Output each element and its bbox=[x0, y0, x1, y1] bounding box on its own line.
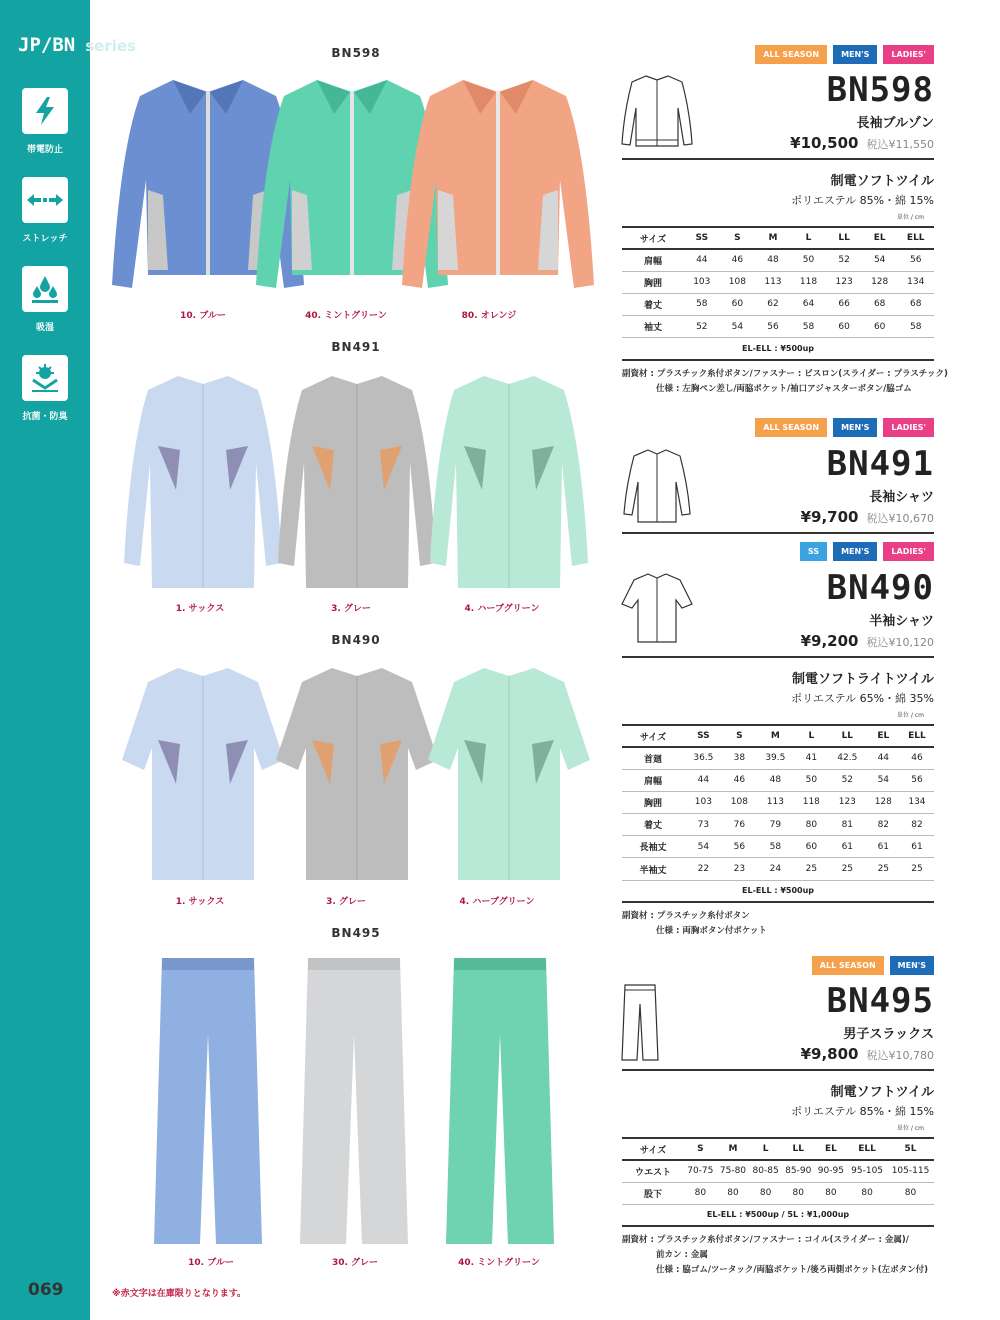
cell: 76 bbox=[723, 814, 756, 836]
table-header: ELL bbox=[847, 1138, 887, 1160]
accessories-info bbox=[622, 367, 948, 397]
row-label: 着丈 bbox=[622, 293, 684, 315]
table-header: ELL bbox=[900, 725, 934, 747]
cell: 52 bbox=[826, 249, 862, 271]
price-tax: 税込¥11,550 bbox=[866, 138, 934, 151]
table-row bbox=[622, 249, 934, 271]
table-header: 5L bbox=[887, 1138, 934, 1160]
price-value: ¥9,700 bbox=[800, 508, 859, 526]
long-shirt-line-drawing bbox=[620, 446, 694, 526]
feature-antibacterial bbox=[10, 355, 80, 422]
table-header: EL bbox=[815, 1138, 848, 1160]
cell: 113 bbox=[756, 791, 795, 813]
page-number: 069 bbox=[28, 1280, 64, 1300]
cell: 68 bbox=[897, 293, 934, 315]
table-header: S bbox=[720, 227, 756, 249]
color-caption: 1. サックス bbox=[175, 604, 225, 614]
table-header: ELL bbox=[897, 227, 934, 249]
cell: 64 bbox=[791, 293, 827, 315]
cell: 24 bbox=[756, 858, 795, 880]
table-header: M bbox=[755, 227, 791, 249]
spec-line: 仕様 : 左胸ペン差し/両脇ポケット/袖口アジャスターボタン/脇ゴム bbox=[656, 384, 912, 394]
table-header: サイズ bbox=[622, 1138, 684, 1160]
cell: 52 bbox=[828, 769, 867, 791]
cell: 118 bbox=[795, 791, 828, 813]
product-name: 半袖シャツ bbox=[869, 614, 934, 629]
table-row bbox=[622, 814, 934, 836]
color-caption: 4. ハーブグリーン bbox=[459, 897, 535, 907]
table-row bbox=[622, 1160, 934, 1182]
row-label: 半袖丈 bbox=[622, 858, 684, 880]
short-shirt-line-drawing bbox=[620, 570, 694, 650]
jacket-line-drawing bbox=[620, 72, 694, 152]
accessories-line: 副資材 : プラスチック糸付ボタン bbox=[622, 911, 750, 921]
row-label: 股下 bbox=[622, 1182, 684, 1204]
product-name: 長袖ブルゾン bbox=[856, 116, 934, 131]
water-drops-icon bbox=[30, 274, 60, 304]
lightning-icon bbox=[32, 96, 58, 126]
size-table-bn598 bbox=[622, 226, 934, 338]
color-caption: 4. ハーブグリーン bbox=[464, 604, 540, 614]
accessories-line: 副資材 : プラスチック糸付ボタン/ファスナー : ビスロン(スライダー : プラスチック) bbox=[622, 369, 948, 379]
stock-note: ※赤文字は在庫限りとなります。 bbox=[112, 1289, 247, 1299]
cell: 66 bbox=[826, 293, 862, 315]
table-header: EL bbox=[862, 227, 898, 249]
product-price bbox=[801, 631, 934, 650]
fabric-name: 制電ソフトツイル bbox=[830, 1085, 934, 1100]
fabric-name: 制電ソフトツイル bbox=[830, 174, 934, 189]
color-caption: 80. オレンジ bbox=[461, 311, 517, 321]
cell: 48 bbox=[755, 249, 791, 271]
cell: 56 bbox=[723, 836, 756, 858]
season-badges bbox=[755, 418, 934, 437]
badge-ladies: LADIES' bbox=[883, 542, 934, 561]
cell: 82 bbox=[900, 814, 934, 836]
price-value: ¥10,500 bbox=[790, 134, 859, 152]
accessories-line: 前カン : 金属 bbox=[656, 1250, 708, 1260]
table-header: L bbox=[795, 725, 828, 747]
table-header: S bbox=[684, 1138, 717, 1160]
product-code: BN495 bbox=[826, 981, 934, 1021]
long-shirt-gray-image bbox=[272, 368, 442, 596]
cell: 123 bbox=[826, 271, 862, 293]
table-header: M bbox=[717, 1138, 750, 1160]
slacks-blue-image bbox=[150, 954, 266, 1248]
cell: 42.5 bbox=[828, 747, 867, 769]
table-header: M bbox=[756, 725, 795, 747]
cell: 134 bbox=[897, 271, 934, 293]
cell: 61 bbox=[900, 836, 934, 858]
cell: 38 bbox=[723, 747, 756, 769]
table-header: S bbox=[723, 725, 756, 747]
divider bbox=[622, 532, 934, 534]
cell: 81 bbox=[828, 814, 867, 836]
short-shirt-gray-image bbox=[272, 660, 442, 888]
cell: 113 bbox=[755, 271, 791, 293]
product-price bbox=[801, 507, 934, 526]
cell: 80 bbox=[749, 1182, 782, 1204]
accessories-info bbox=[622, 1233, 928, 1278]
row-label: 袖丈 bbox=[622, 316, 684, 338]
group-label: BN495 bbox=[331, 926, 381, 940]
badge-mens: MEN'S bbox=[890, 956, 934, 975]
size-surcharge: EL-ELL : ¥500up bbox=[622, 880, 934, 903]
cell: 128 bbox=[862, 271, 898, 293]
divider bbox=[622, 1069, 934, 1071]
feature-label: 抗菌・防臭 bbox=[22, 412, 68, 422]
cell: 60 bbox=[795, 836, 828, 858]
feature-label: 吸湿 bbox=[35, 323, 54, 333]
season-badges bbox=[800, 542, 934, 561]
size-surcharge: EL-ELL : ¥500up bbox=[622, 338, 934, 361]
cell: 80 bbox=[795, 814, 828, 836]
cell: 62 bbox=[755, 293, 791, 315]
size-surcharge: EL-ELL : ¥500up / 5L : ¥1,000up bbox=[622, 1204, 934, 1227]
size-table-bn495 bbox=[622, 1137, 934, 1205]
cell: 103 bbox=[684, 791, 723, 813]
cell: 58 bbox=[756, 836, 795, 858]
row-label: 首廻 bbox=[622, 747, 684, 769]
table-header: EL bbox=[867, 725, 900, 747]
table-row bbox=[622, 271, 934, 293]
feature-absorb bbox=[10, 266, 80, 333]
stretch-arrows-icon bbox=[27, 193, 63, 207]
badge-spring-summer: SS bbox=[800, 542, 827, 561]
cell: 80 bbox=[782, 1182, 815, 1204]
table-row bbox=[622, 1182, 934, 1204]
cell: 80 bbox=[815, 1182, 848, 1204]
slacks-mint-image bbox=[442, 954, 558, 1248]
row-label: 着丈 bbox=[622, 814, 684, 836]
product-name: 男子スラックス bbox=[843, 1027, 934, 1042]
color-caption: 40. ミントグリーン bbox=[305, 311, 387, 321]
short-shirt-herb-image bbox=[424, 660, 594, 888]
color-caption: 1. サックス bbox=[175, 897, 225, 907]
feature-antistatic bbox=[10, 88, 80, 155]
badge-ladies: LADIES' bbox=[883, 418, 934, 437]
table-header: LL bbox=[828, 725, 867, 747]
unit-label: 単位 / cm bbox=[897, 214, 924, 221]
group-label: BN598 bbox=[331, 46, 381, 60]
unit-label: 単位 / cm bbox=[897, 1125, 924, 1132]
table-row bbox=[622, 316, 934, 338]
fabric-blend: ポリエステル 65%・綿 35% bbox=[791, 692, 934, 705]
cell: 25 bbox=[795, 858, 828, 880]
divider bbox=[622, 656, 934, 658]
badge-mens: MEN'S bbox=[833, 542, 877, 561]
cell: 118 bbox=[791, 271, 827, 293]
cell: 58 bbox=[791, 316, 827, 338]
cell: 54 bbox=[862, 249, 898, 271]
table-header: SS bbox=[684, 725, 723, 747]
cell: 68 bbox=[862, 293, 898, 315]
cell: 95-105 bbox=[847, 1160, 887, 1182]
product-code: BN598 bbox=[826, 70, 934, 110]
slacks-gray-image bbox=[296, 954, 412, 1248]
long-shirt-herb-image bbox=[424, 368, 594, 596]
fabric-blend: ポリエステル 85%・綿 15% bbox=[791, 1105, 934, 1118]
row-label: 胸囲 bbox=[622, 791, 684, 813]
long-shirt-sax-image bbox=[118, 368, 288, 596]
cell: 70-75 bbox=[684, 1160, 717, 1182]
cell: 82 bbox=[867, 814, 900, 836]
spec-line: 仕様 : 脇ゴム/ツータック/両脇ポケット/後ろ両側ポケット(左ボタン付) bbox=[656, 1265, 929, 1275]
cell: 56 bbox=[897, 249, 934, 271]
color-caption: 10. ブルー bbox=[180, 311, 226, 321]
jacket-orange-image bbox=[398, 70, 598, 302]
price-value: ¥9,800 bbox=[800, 1045, 859, 1063]
row-label: 長袖丈 bbox=[622, 836, 684, 858]
antibacterial-icon bbox=[30, 363, 60, 393]
row-label: ウエスト bbox=[622, 1160, 684, 1182]
accessories-info bbox=[622, 909, 767, 939]
fabric-info bbox=[791, 170, 934, 208]
fabric-info bbox=[791, 668, 934, 706]
badge-all-season: ALL SEASON bbox=[755, 45, 827, 64]
group-label: BN491 bbox=[331, 340, 381, 354]
cell: 46 bbox=[900, 747, 934, 769]
color-caption: 40. ミントグリーン bbox=[458, 1258, 540, 1268]
cell: 44 bbox=[684, 769, 723, 791]
cell: 58 bbox=[897, 316, 934, 338]
cell: 56 bbox=[900, 769, 934, 791]
price-value: ¥9,200 bbox=[800, 632, 859, 650]
cell: 25 bbox=[867, 858, 900, 880]
accessories-line: 副資材 : プラスチック糸付ボタン/ファスナー : コイル(スライダー : 金属)/ bbox=[622, 1235, 909, 1245]
badge-mens: MEN'S bbox=[833, 45, 877, 64]
short-shirt-sax-image bbox=[118, 660, 288, 888]
series-title bbox=[18, 34, 136, 56]
cell: 22 bbox=[684, 858, 723, 880]
product-price bbox=[790, 133, 934, 152]
cell: 54 bbox=[867, 769, 900, 791]
cell: 23 bbox=[723, 858, 756, 880]
cell: 44 bbox=[867, 747, 900, 769]
size-table-bn490 bbox=[622, 724, 934, 881]
feature-label: ストレッチ bbox=[22, 234, 68, 244]
cell: 128 bbox=[867, 791, 900, 813]
cell: 25 bbox=[828, 858, 867, 880]
cell: 54 bbox=[684, 836, 723, 858]
color-caption: 30. グレー bbox=[331, 1258, 379, 1268]
badge-all-season: ALL SEASON bbox=[812, 956, 884, 975]
season-badges bbox=[812, 956, 934, 975]
table-header: L bbox=[791, 227, 827, 249]
cell: 41 bbox=[795, 747, 828, 769]
feature-stretch bbox=[10, 177, 80, 244]
cell: 56 bbox=[755, 316, 791, 338]
cell: 48 bbox=[756, 769, 795, 791]
price-tax: 税込¥10,120 bbox=[866, 636, 934, 649]
cell: 73 bbox=[684, 814, 723, 836]
row-label: 肩幅 bbox=[622, 249, 684, 271]
cell: 50 bbox=[791, 249, 827, 271]
row-label: 胸囲 bbox=[622, 271, 684, 293]
brand-label: JP/BN bbox=[18, 34, 76, 56]
cell: 36.5 bbox=[684, 747, 723, 769]
cell: 80-85 bbox=[749, 1160, 782, 1182]
color-caption: 10. ブルー bbox=[188, 1258, 234, 1268]
cell: 50 bbox=[795, 769, 828, 791]
series-label: series bbox=[85, 37, 136, 55]
color-caption: 3. グレー bbox=[326, 897, 366, 907]
price-tax: 税込¥10,670 bbox=[866, 512, 934, 525]
table-header: L bbox=[749, 1138, 782, 1160]
product-code: BN490 bbox=[826, 568, 934, 608]
fabric-info bbox=[791, 1081, 934, 1119]
cell: 46 bbox=[723, 769, 756, 791]
cell: 80 bbox=[684, 1182, 717, 1204]
divider bbox=[622, 158, 934, 160]
cell: 39.5 bbox=[756, 747, 795, 769]
cell: 90-95 bbox=[815, 1160, 848, 1182]
table-header: LL bbox=[782, 1138, 815, 1160]
season-badges bbox=[755, 45, 934, 64]
table-header: サイズ bbox=[622, 725, 684, 747]
cell: 46 bbox=[720, 249, 756, 271]
cell: 60 bbox=[862, 316, 898, 338]
row-label: 肩幅 bbox=[622, 769, 684, 791]
unit-label: 単位 / cm bbox=[897, 712, 924, 719]
fabric-blend: ポリエステル 85%・綿 15% bbox=[791, 194, 934, 207]
product-code: BN491 bbox=[826, 444, 934, 484]
cell: 52 bbox=[684, 316, 720, 338]
cell: 60 bbox=[720, 293, 756, 315]
cell: 58 bbox=[684, 293, 720, 315]
cell: 108 bbox=[723, 791, 756, 813]
cell: 54 bbox=[720, 316, 756, 338]
spec-line: 仕様 : 両胸ボタン付ポケット bbox=[656, 926, 767, 936]
table-header: サイズ bbox=[622, 227, 684, 249]
group-label: BN490 bbox=[331, 633, 381, 647]
sidebar bbox=[0, 0, 136, 1320]
cell: 108 bbox=[720, 271, 756, 293]
cell: 25 bbox=[900, 858, 934, 880]
table-header: LL bbox=[826, 227, 862, 249]
table-row bbox=[622, 293, 934, 315]
cell: 44 bbox=[684, 249, 720, 271]
table-row bbox=[622, 747, 934, 769]
badge-mens: MEN'S bbox=[833, 418, 877, 437]
color-caption: 3. グレー bbox=[331, 604, 371, 614]
cell: 134 bbox=[900, 791, 934, 813]
table-row bbox=[622, 836, 934, 858]
badge-ladies: LADIES' bbox=[883, 45, 934, 64]
slacks-line-drawing bbox=[620, 982, 660, 1062]
feature-label: 帯電防止 bbox=[26, 145, 63, 155]
cell: 60 bbox=[826, 316, 862, 338]
cell: 79 bbox=[756, 814, 795, 836]
cell: 61 bbox=[867, 836, 900, 858]
cell: 103 bbox=[684, 271, 720, 293]
cell: 80 bbox=[847, 1182, 887, 1204]
fabric-name: 制電ソフトライトツイル bbox=[792, 672, 934, 687]
table-header: SS bbox=[684, 227, 720, 249]
cell: 75-80 bbox=[717, 1160, 750, 1182]
badge-all-season: ALL SEASON bbox=[755, 418, 827, 437]
cell: 80 bbox=[887, 1182, 934, 1204]
cell: 61 bbox=[828, 836, 867, 858]
cell: 80 bbox=[717, 1182, 750, 1204]
table-row bbox=[622, 858, 934, 880]
product-name: 長袖シャツ bbox=[869, 490, 934, 505]
cell: 85-90 bbox=[782, 1160, 815, 1182]
cell: 123 bbox=[828, 791, 867, 813]
table-row bbox=[622, 791, 934, 813]
price-tax: 税込¥10,780 bbox=[866, 1049, 934, 1062]
cell: 105-115 bbox=[887, 1160, 934, 1182]
table-row bbox=[622, 769, 934, 791]
product-price bbox=[801, 1044, 934, 1063]
